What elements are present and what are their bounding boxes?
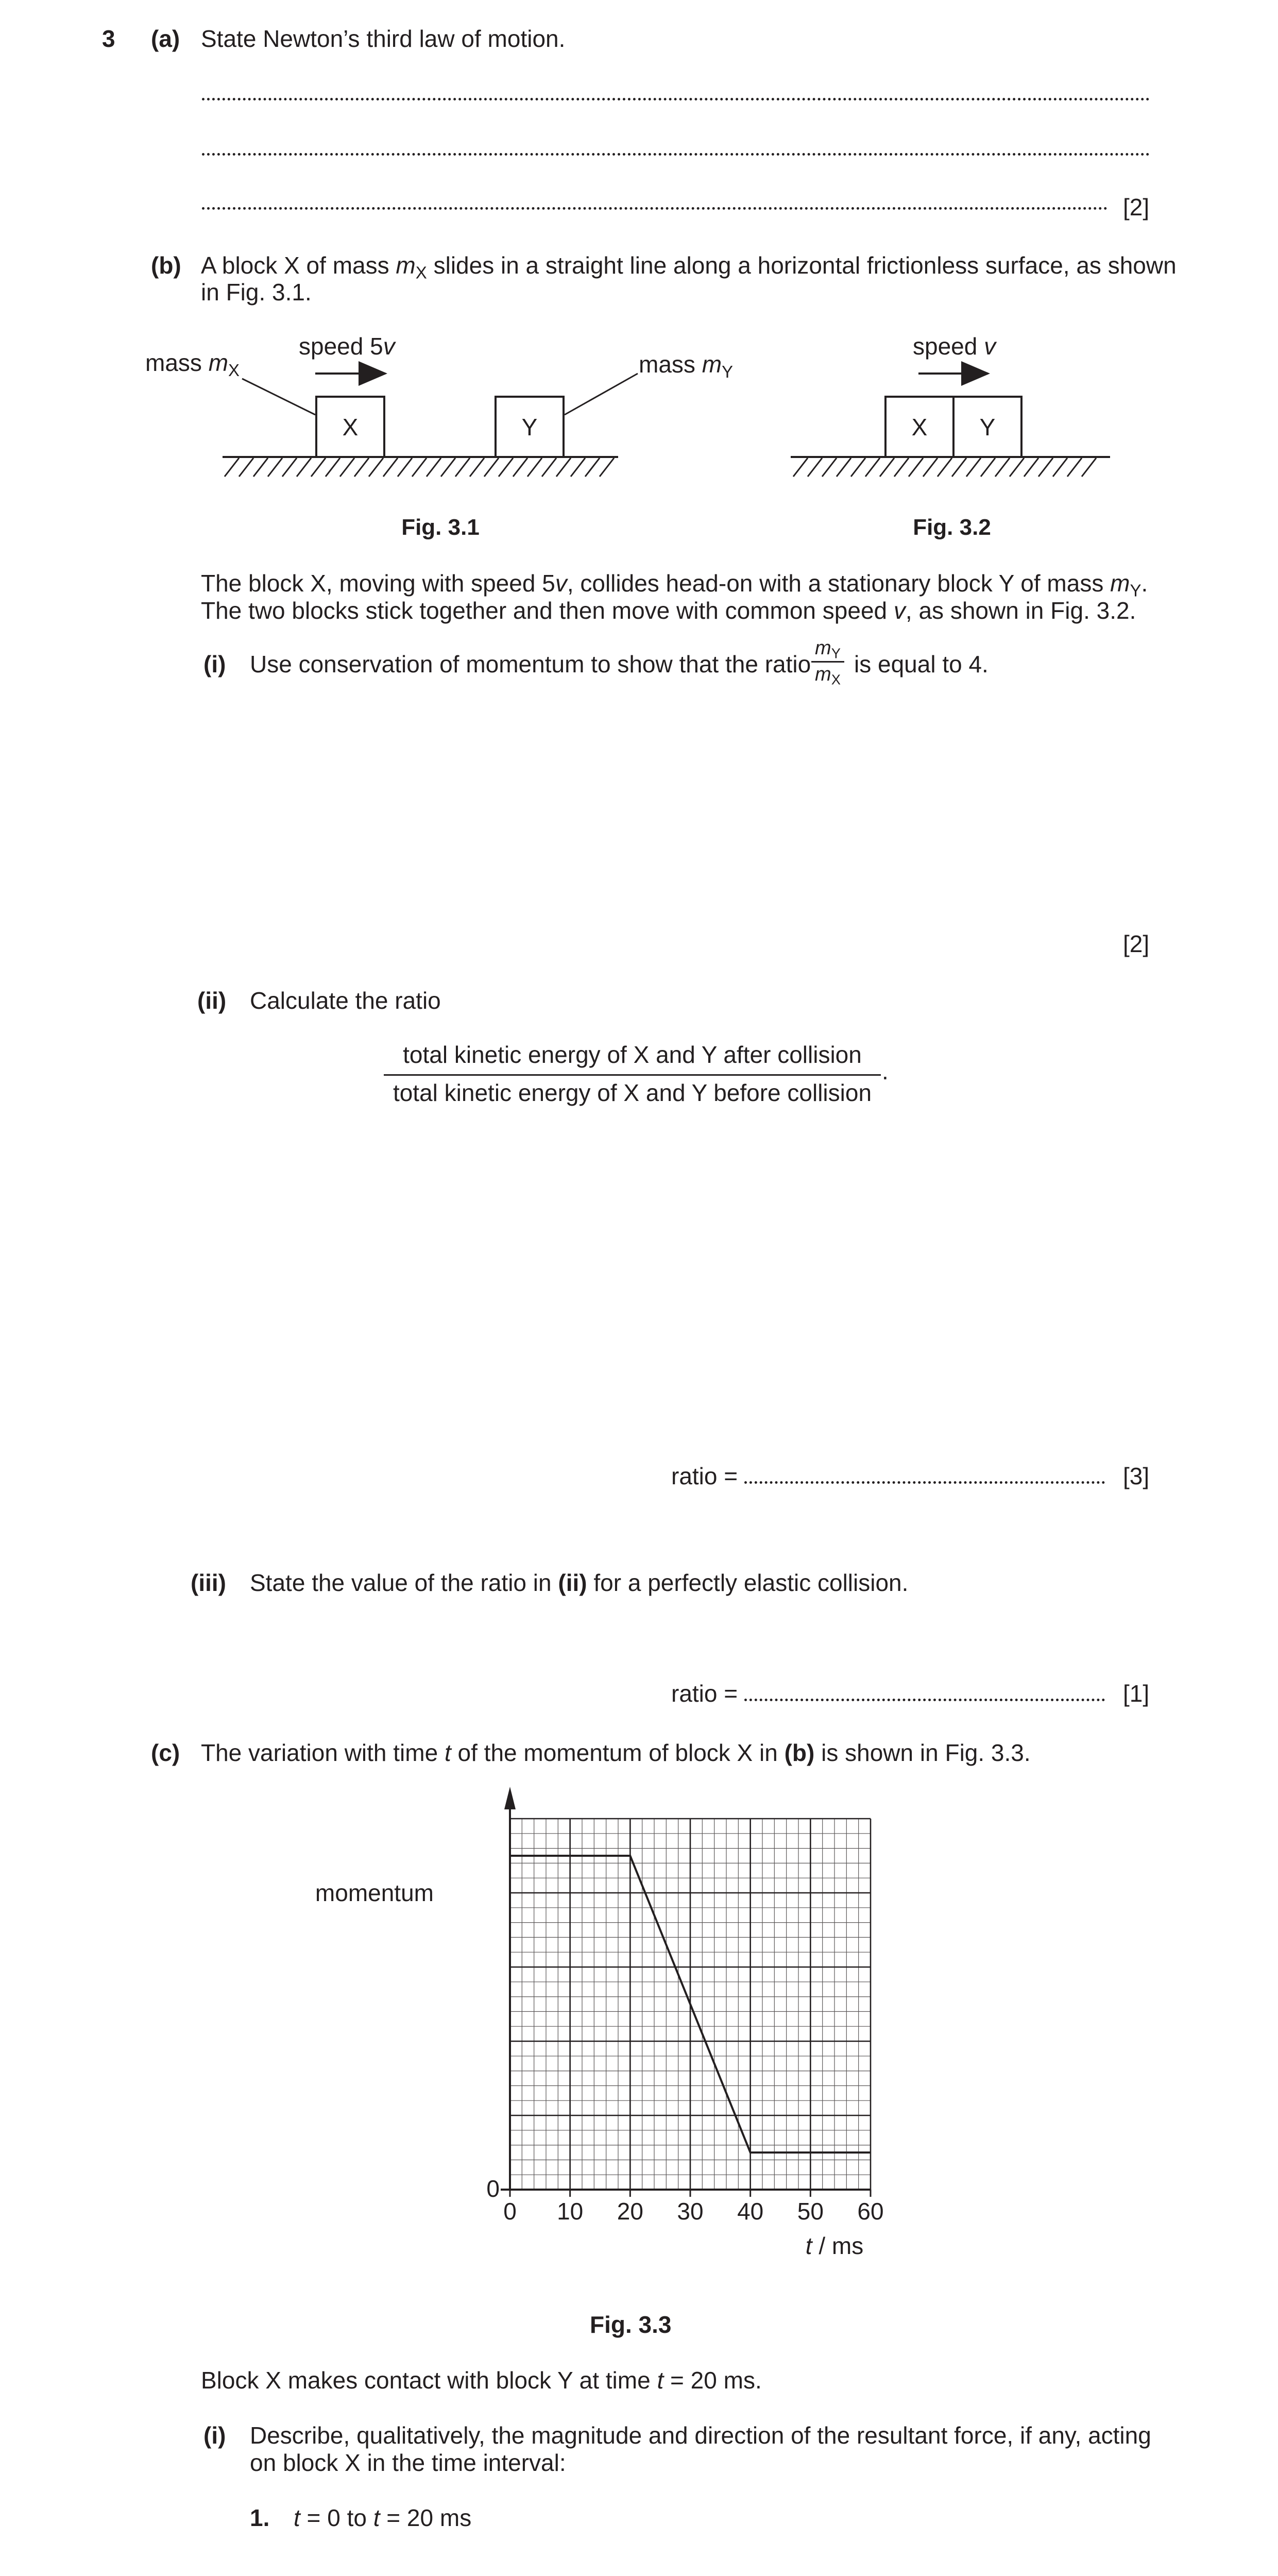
x-tick-label: 50 bbox=[797, 2198, 824, 2225]
mass-y-leader bbox=[565, 374, 638, 415]
hatch-mark bbox=[909, 458, 923, 477]
hatch-mark bbox=[600, 458, 614, 477]
speed-v-label: speed v bbox=[913, 333, 996, 360]
hatch-mark bbox=[981, 458, 995, 477]
hatch-mark bbox=[1024, 458, 1038, 477]
hatch-mark bbox=[268, 458, 282, 477]
hatch-mark bbox=[1053, 458, 1067, 477]
hatch-mark bbox=[1010, 458, 1024, 477]
ratio-answer-label: ratio = bbox=[671, 1680, 738, 1707]
hatch-mark bbox=[571, 458, 585, 477]
part-c-i-line1: Describe, qualitatively, the magnitude and direction of the resultant force, if any, acting bbox=[250, 2422, 1151, 2449]
hatch-mark bbox=[455, 458, 470, 477]
hatch-mark bbox=[938, 458, 952, 477]
hatch-mark bbox=[1067, 458, 1082, 477]
hatch-mark bbox=[412, 458, 427, 477]
contact-text: Block X makes contact with block Y at time t = 20 ms. bbox=[201, 2367, 762, 2394]
part-b-iii-text: State the value of the ratio in (ii) for a perfectly elastic collision. bbox=[250, 1569, 909, 1596]
fig-3-2-caption: Fig. 3.2 bbox=[913, 515, 991, 540]
hatch-mark bbox=[923, 458, 938, 477]
hatch-mark bbox=[865, 458, 880, 477]
y-axis-label: momentum bbox=[315, 1879, 434, 1906]
hatch-mark bbox=[822, 458, 837, 477]
hatch-mark bbox=[851, 458, 865, 477]
part-b-label: (b) bbox=[151, 252, 181, 279]
ratio-answer-label: ratio = bbox=[671, 1463, 738, 1489]
hatch-mark bbox=[239, 458, 253, 477]
fig-3-1-caption: Fig. 3.1 bbox=[401, 515, 480, 540]
x-tick-label: 60 bbox=[857, 2198, 884, 2225]
hatch-mark bbox=[354, 458, 369, 477]
answer-line[interactable] bbox=[202, 98, 1150, 100]
fig-3-3-caption: Fig. 3.3 bbox=[590, 2311, 672, 2338]
x-axis-label: t / ms bbox=[805, 2232, 864, 2257]
block-x-label: X bbox=[342, 414, 359, 440]
hatch-mark bbox=[470, 458, 484, 477]
hatch-mark bbox=[340, 458, 354, 477]
part-c-i-label: (i) bbox=[203, 2422, 226, 2449]
marks: [3] bbox=[1123, 1463, 1150, 1489]
part-b-paragraph-line2: The two blocks stick together and then move with common speed v, as shown in Fig. 3.2. bbox=[201, 597, 1136, 624]
hatch-mark bbox=[253, 458, 268, 477]
x-tick-label: 40 bbox=[737, 2198, 764, 2225]
hatch-mark bbox=[793, 458, 808, 477]
part-b-iii-label: (iii) bbox=[191, 1569, 226, 1596]
hatch-mark bbox=[398, 458, 412, 477]
hatch-mark bbox=[282, 458, 297, 477]
hatch-mark bbox=[880, 458, 894, 477]
block-y-label: Y bbox=[979, 414, 996, 440]
hatch-mark bbox=[894, 458, 909, 477]
x-ticks bbox=[501, 2190, 884, 2225]
hatch-mark bbox=[513, 458, 527, 477]
hatch-mark bbox=[484, 458, 499, 477]
hatch-mark bbox=[1082, 458, 1096, 477]
hatch-mark bbox=[966, 458, 981, 477]
ground-hatching bbox=[793, 458, 1096, 477]
part-a-label: (a) bbox=[151, 25, 180, 52]
ratio-fraction: $m_Y$ $m_X$ bbox=[811, 637, 844, 686]
fraction-dot: . bbox=[882, 1058, 889, 1084]
item-1-number: 1. bbox=[250, 2504, 270, 2531]
y-origin-label: 0 bbox=[486, 2175, 500, 2202]
speed-5v-label: speed 5v bbox=[299, 333, 395, 360]
ratio-answer-input[interactable] bbox=[744, 1481, 1105, 1484]
ground-hatching bbox=[225, 458, 614, 477]
part-c-text: The variation with time t of the momentum of block X in (b) is shown in Fig. 3.3. bbox=[201, 1739, 1031, 1766]
hatch-mark bbox=[311, 458, 326, 477]
answer-line[interactable] bbox=[202, 207, 1107, 210]
hatch-mark bbox=[441, 458, 455, 477]
answer-line[interactable] bbox=[202, 153, 1150, 156]
x-tick-label: 30 bbox=[677, 2198, 704, 2225]
axes bbox=[501, 1787, 871, 2190]
part-b-intro: A block X of mass $m_X$ slides in a straight line along a horizontal frictionless surface, as shown bbox=[201, 252, 1177, 283]
hatch-mark bbox=[808, 458, 822, 477]
momentum-time-graph[interactable] bbox=[0, 1783, 1278, 2257]
question-number: 3 bbox=[102, 25, 115, 52]
mass-x-leader bbox=[242, 379, 315, 415]
ratio-answer-input[interactable] bbox=[744, 1699, 1105, 1701]
x-tick-label: 10 bbox=[557, 2198, 584, 2225]
part-c-i-line2: on block X in the time interval: bbox=[250, 2449, 566, 2476]
part-b-ii-text: Calculate the ratio bbox=[250, 987, 441, 1014]
part-b-paragraph-line1: The block X, moving with speed 5v, collides head-on with a stationary block Y of mass $m_Y$. bbox=[201, 570, 1148, 601]
hatch-mark bbox=[527, 458, 542, 477]
marks: [2] bbox=[1123, 194, 1150, 221]
part-a-text: State Newton’s third law of motion. bbox=[201, 25, 566, 52]
part-b-i-text-end: is equal to 4. bbox=[854, 651, 989, 677]
x-tick-label: 0 bbox=[503, 2198, 517, 2225]
hatch-mark bbox=[297, 458, 311, 477]
part-b-i-label: (i) bbox=[203, 651, 226, 677]
ke-ratio-fraction bbox=[384, 1041, 881, 1107]
hatch-mark bbox=[556, 458, 571, 477]
hatch-mark bbox=[326, 458, 340, 477]
part-c-label: (c) bbox=[151, 1739, 180, 1766]
ke-denominator: total kinetic energy of X and Y before collision bbox=[393, 1079, 872, 1107]
hatch-mark bbox=[225, 458, 239, 477]
hatch-mark bbox=[1038, 458, 1053, 477]
x-tick-label: 20 bbox=[617, 2198, 643, 2225]
marks: [1] bbox=[1123, 1680, 1150, 1707]
block-x-label: X bbox=[911, 414, 928, 440]
mass-y-label: mass $m_Y$ bbox=[639, 351, 734, 381]
mass-x-label: mass $m_X$ bbox=[145, 349, 240, 380]
hatch-mark bbox=[837, 458, 851, 477]
hatch-mark bbox=[542, 458, 556, 477]
part-b-i-text: Use conservation of momentum to show that the ratio bbox=[250, 651, 811, 677]
hatch-mark bbox=[383, 458, 398, 477]
y-axis-arrow bbox=[504, 1787, 516, 1809]
block-y-label: Y bbox=[521, 414, 538, 440]
hatch-mark bbox=[952, 458, 966, 477]
hatch-mark bbox=[499, 458, 513, 477]
part-b-ii-label: (ii) bbox=[197, 987, 227, 1014]
hatch-mark bbox=[427, 458, 441, 477]
hatch-mark bbox=[369, 458, 383, 477]
ke-numerator: total kinetic energy of X and Y after collision bbox=[384, 1041, 881, 1076]
hatch-mark bbox=[585, 458, 600, 477]
part-b-intro-line2: in Fig. 3.1. bbox=[201, 279, 312, 306]
hatch-mark bbox=[995, 458, 1010, 477]
fig-3-1-3-2-diagram bbox=[0, 330, 1278, 551]
item-1-text: t = 0 to t = 20 ms bbox=[294, 2504, 472, 2531]
marks: [2] bbox=[1123, 930, 1150, 957]
